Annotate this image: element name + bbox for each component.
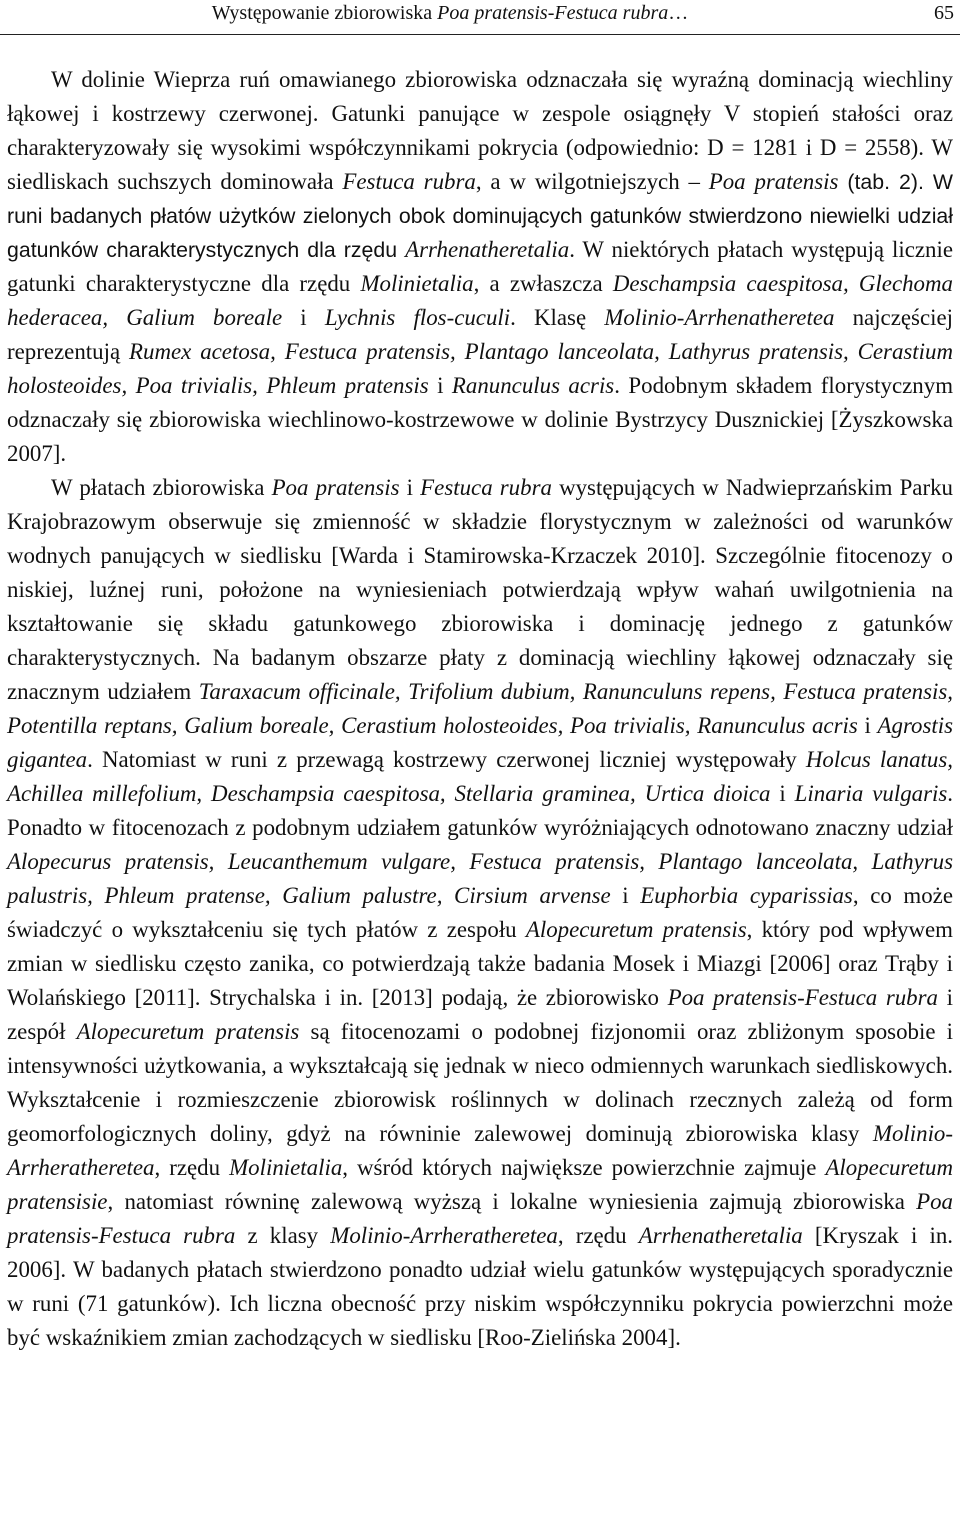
text-segment: , a zwłaszcza (473, 271, 613, 296)
species-name: Linaria vulgaris (794, 781, 948, 806)
syntaxon-name: Molinio-Arrheratheretea (7, 1121, 953, 1180)
syntaxon-name: Molinietalia (360, 271, 474, 296)
text-segment: W płatach zbiorowiska (51, 475, 272, 500)
syntaxon-name: Alopecuretum pratensisie (7, 1155, 953, 1214)
running-title-italic: Poa pratensis-Festuca rubra (437, 2, 669, 24)
species-name: Lychnis flos-cuculi (324, 305, 511, 330)
text-segment: , rzędu (557, 1223, 639, 1248)
text-segment: . Podobnym składem florystycznym odznaczały się zbiorowiska wiechlinowo-kostrzewowe w dolinie Bystrzycy Dusznickiej [Żyszkowska 2007]. (7, 373, 953, 466)
text-segment: . Ponadto w fitocenozach z podobnym udziałem gatunków wyróżniających odnotowano znaczny udział (7, 781, 954, 840)
text-segment: występujących w Nadwieprzańskim Parku Krajobrazowym obserwuje się zmienność w składzie florystycznym w zależności od warunków wodnych panujących w siedlisku [Warda i Stamirowska-Krzaczek 2010]. Szczególnie fitocenozy o niskiej, luźnej runi, położone na wyniesieniach potwierdzają wpływ wahań uwilgotnienia na kształtowanie się składu gatunkowego zbiorowiska i dominację jednego z gatunków charakterystycznych. Na badanym obszarze płaty z dominacją wiechliny łąkowej odznaczały się znacznym udziałem (7, 475, 953, 704)
text-segment: i zespół (7, 985, 953, 1044)
text-segment: i (428, 373, 452, 398)
text-segment: . Natomiast w runi z przewagą kostrzewy czerwonej liczniej występowały (87, 747, 806, 772)
text-segment: i (770, 781, 795, 806)
text-segment: , co może świadczyć o wykształceniu się tych płatów z zespołu (7, 883, 953, 942)
species-name: Poa pratensis (708, 169, 839, 194)
species-name: Deschampsia caespitosa, Glechoma hederacea, Galium boreale (7, 271, 953, 330)
text-segment: [Kryszak i in. 2006]. W badanych płatach stwierdzono ponadto udział wielu gatunków występujących sporadycznie w runi (71 gatunków). Ich liczna obecność przy niskim współczynniku pokrycia powierzchni może być wskaźnikiem zmian zachodzących w siedlisku [Roo-Zielińska 2004]. (7, 1223, 953, 1350)
species-name: Agrostis gigantea (7, 713, 953, 772)
syntaxon-name: Poa pratensis-Festuca rubra (667, 985, 938, 1010)
species-name: Holcus lanatus, Achillea millefolium, Deschampsia caespitosa, Stellaria graminea, Urtica dioica (7, 747, 953, 806)
species-name: Euphorbia cyparissias (640, 883, 853, 908)
syntaxon-name: Molinietalia (229, 1155, 343, 1180)
running-title-prefix: Występowanie zbiorowiska (211, 2, 438, 24)
species-name: Taraxacum officinale, Trifolium dubium, Ranunculuns repens, Festuca pratensis, Potentilla reptans, Galium boreale, Cerastium holosteoides, Poa trivialis, Ranunculus acris (7, 679, 953, 738)
text-segment: . W niektórych płatach występują licznie gatunki charakterystyczne dla rzędu (7, 237, 953, 296)
species-name: Ranunculus acris (451, 373, 615, 398)
syntaxon-name: Arrhenatheretalia (638, 1223, 803, 1248)
syntaxon-name: Molinio-Arrhenatheretea (604, 305, 835, 330)
page-number: 65 (934, 2, 954, 24)
syntaxon-name: Alopecuretum pratensis (525, 917, 747, 942)
syntaxon-name: Poa pratensis-Festuca rubra (7, 1189, 953, 1248)
species-name: Festuca rubra (342, 169, 476, 194)
text-segment: . Klasę (510, 305, 605, 330)
text-segment: W dolinie Wieprza ruń omawianego zbiorowiska odznaczała się wyraźną dominacją wiechliny łąkowej i kostrzewy czerwonej. Gatunki panujące w zespole osiągnęły V stopień stałości oraz charakteryzowały się wysokimi współczynnikami pokrycia (odpowiednio: D = 1281 i D = 2558). W siedliskach suchszych dominowała (7, 67, 953, 194)
text-segment: , natomiast równinę zalewową wyższą i lokalne wyniesienia zajmują zbiorowiska (107, 1189, 917, 1214)
syntaxon-name: Alopecuretum pratensis (76, 1019, 300, 1044)
syntaxon-name: Molinio-Arrheratheretea (330, 1223, 558, 1248)
text-segment: najczęściej reprezentują (7, 305, 953, 364)
text-segment: i (857, 713, 878, 738)
paragraph-1 (7, 63, 953, 471)
species-name: Festuca rubra (420, 475, 552, 500)
syntaxon-name: Arrhenatheretalia (405, 237, 570, 262)
species-name: Rumex acetosa, Festuca pratensis, Plantago lanceolata, Lathyrus pratensis, Cerastium holosteoides, Poa trivialis, Phleum pratensis (7, 339, 954, 398)
text-segment: , a w wilgotniejszych – (475, 169, 709, 194)
text-segment: z klasy (235, 1223, 331, 1248)
body-text (7, 63, 953, 1355)
running-title-suffix: … (668, 2, 689, 24)
species-name: Poa pratensis (271, 475, 400, 500)
running-header (0, 0, 960, 35)
text-segment: są fitocenozami o podobnej fizjonomii oraz zbliżonym sposobie i intensywności użytkowania, a wykształcają się jednak w nieco odmiennych warunkach siedliskowych. Wykształcenie i rozmieszczenie zbiorowisk roślinnych w dolinach rzecznych zależą od form geomorfologicznych doliny, gdyż na równinie zalewowej dominują zbiorowiska klasy (7, 1019, 954, 1146)
text-segment: i (610, 883, 641, 908)
text-segment: i (282, 305, 325, 330)
paragraph-2 (7, 471, 953, 1355)
text-segment: i (399, 475, 421, 500)
text-segment: , rzędu (154, 1155, 230, 1180)
species-name: Alopecurus pratensis, Leucanthemum vulgare, Festuca pratensis, Plantago lanceolata, Lathyrus palustris, Phleum pratense, Galium palustre, Cirsium arvense (7, 849, 953, 908)
running-title (0, 2, 900, 25)
text-segment: , wśród których największe powierzchnie zajmuje (342, 1155, 826, 1180)
text-segment: (tab. 2). W runi badanych płatów użytków zielonych obok dominujących gatunków stwierdzono niewielki udział gatunków charakterystycznych dla rzędu (7, 170, 953, 262)
text-segment: , który pod wpływem zmian w siedlisku często zanika, co potwierdzają także badania Mosek i Miazgi [2006] oraz Trąby i Wolańskiego [2011]. Strychalska i in. [2013] podają, że zbiorowisko (7, 917, 953, 1010)
